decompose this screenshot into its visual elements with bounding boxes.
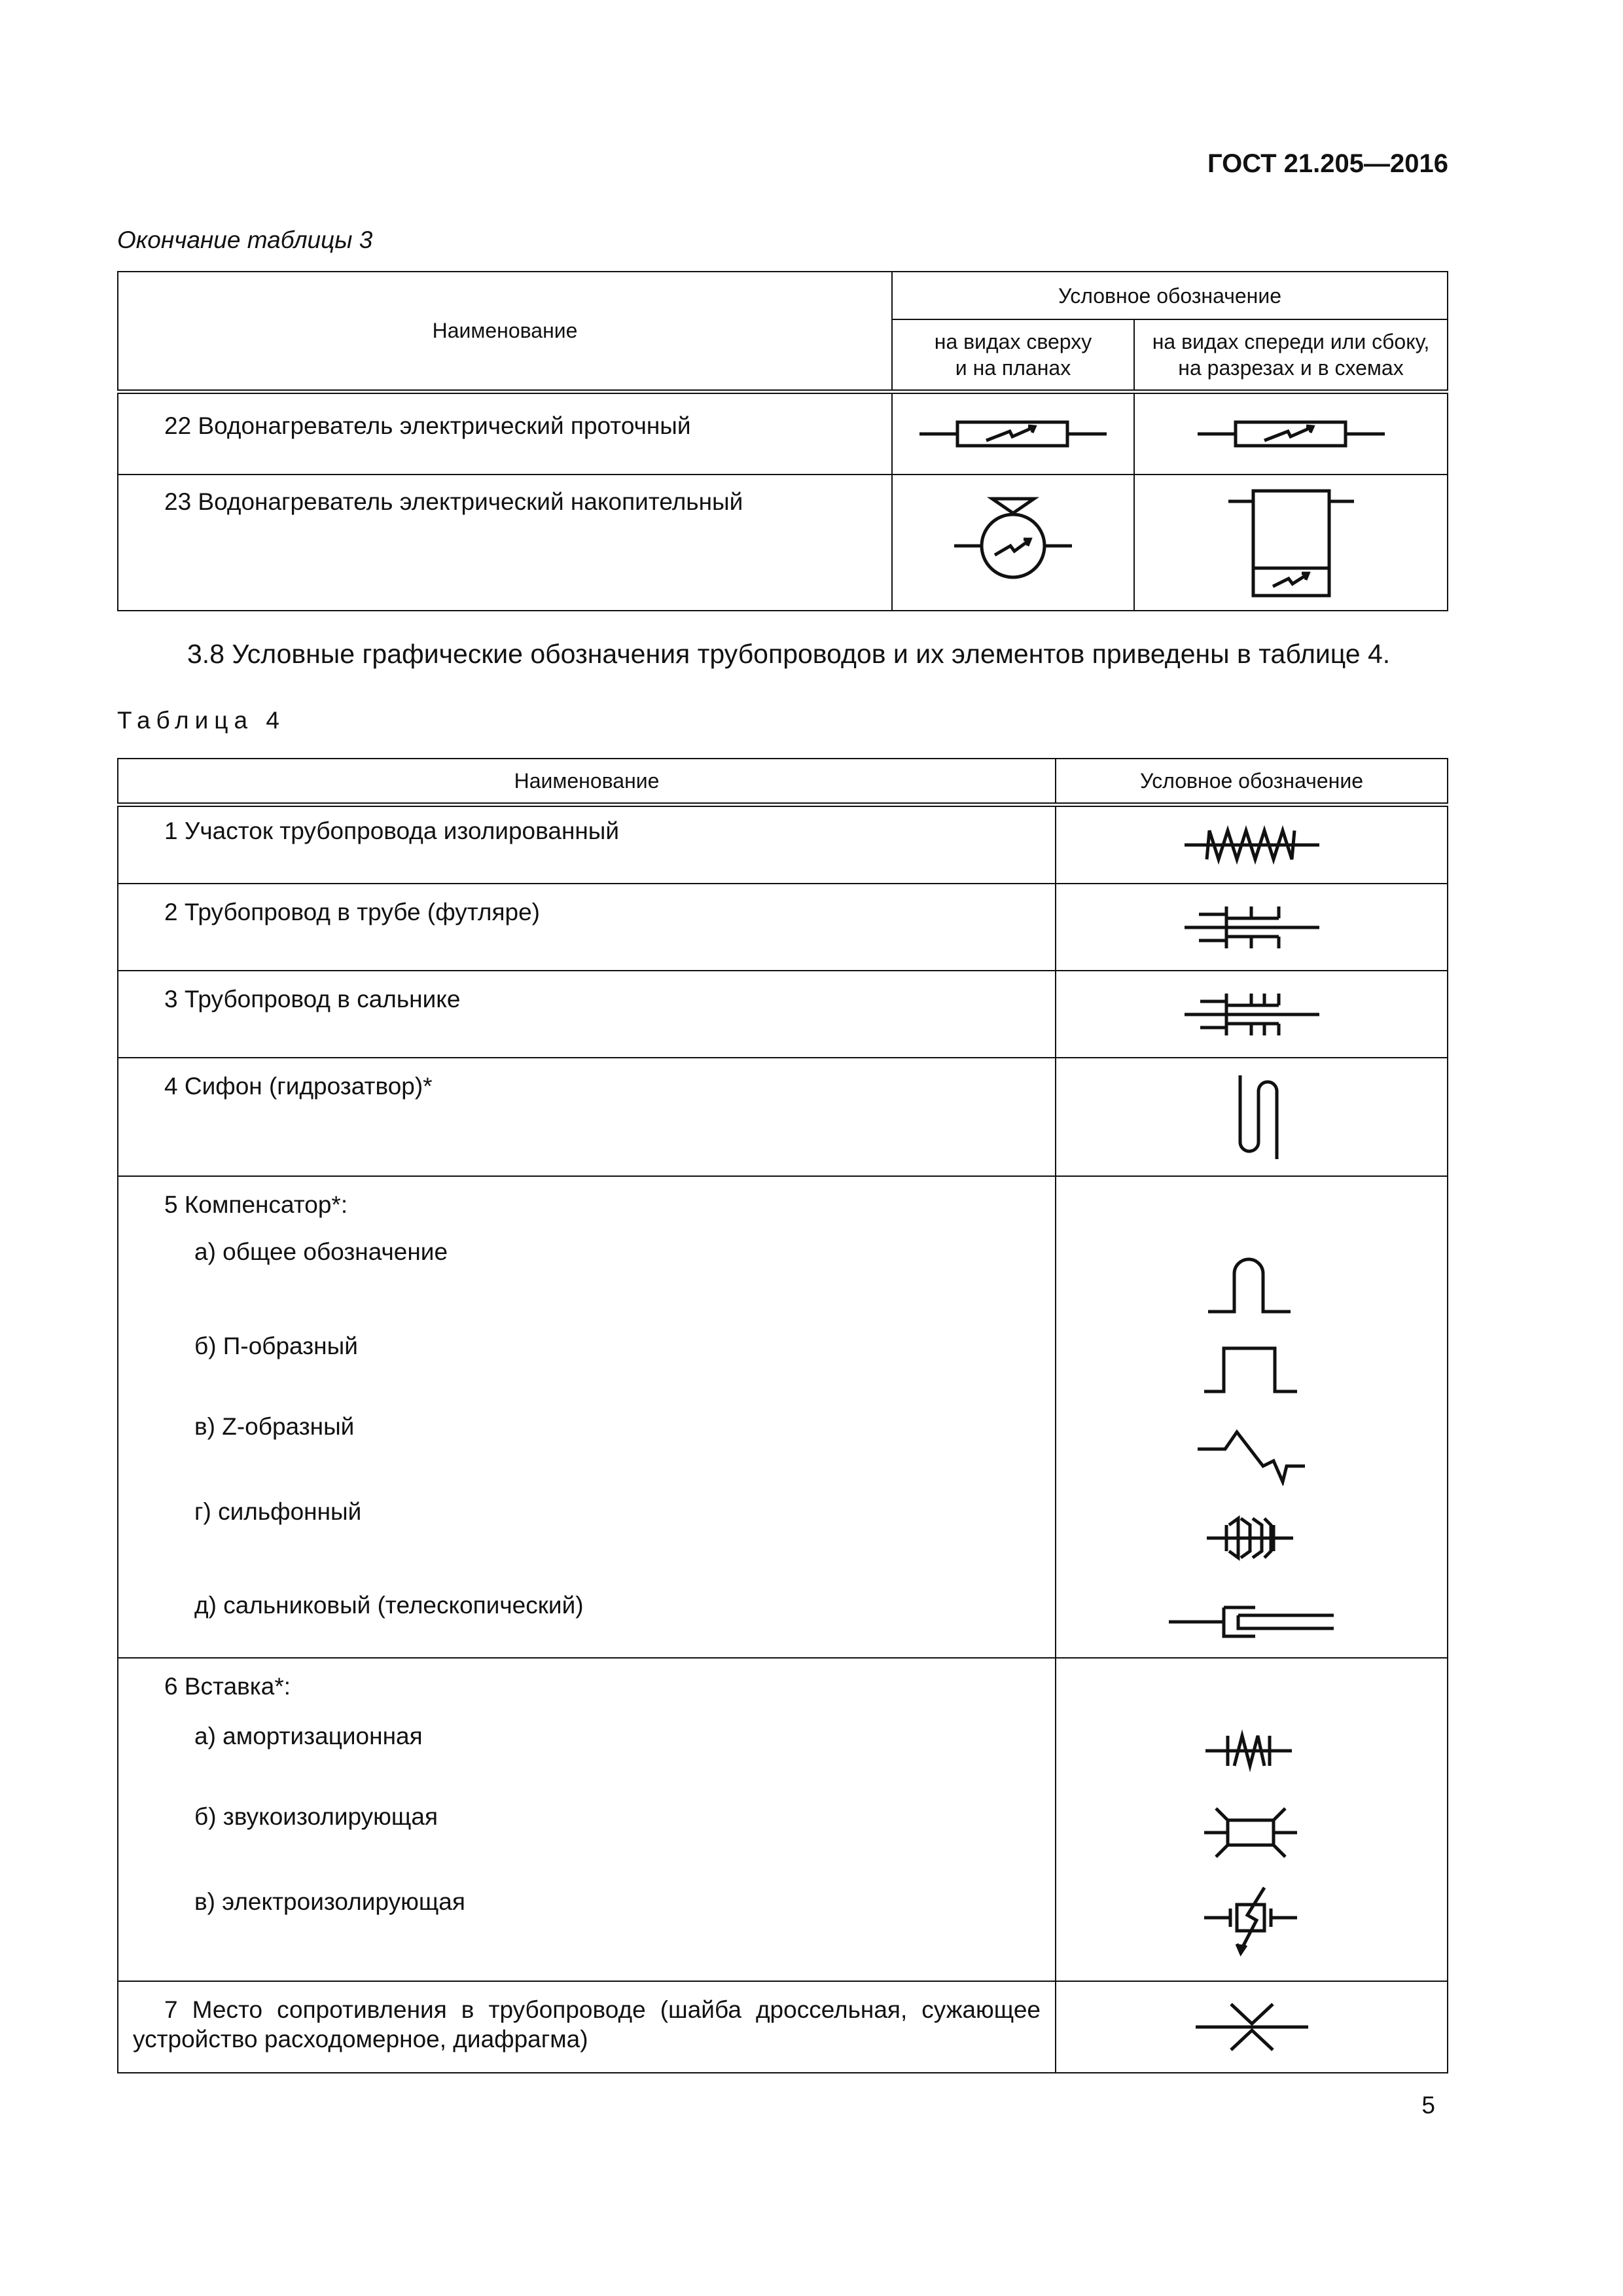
compensator-general-icon (1204, 1250, 1296, 1316)
compensator-u-icon (1202, 1343, 1300, 1395)
storage-heater-front-icon (1134, 475, 1448, 611)
row-5e-label: д) сальниковый (телескопический) (194, 1592, 584, 1619)
row-3-label: 3 Трубопровод в сальнике (164, 986, 461, 1013)
insert-damping-icon (1203, 1728, 1294, 1774)
table3-continuation-title: Окончание таблицы 3 (117, 226, 373, 253)
row-5c-label: в) Z-образный (194, 1413, 355, 1440)
insert-soundproof-icon (1202, 1803, 1300, 1862)
table4-header-symbol: Условное обозначение (1056, 759, 1448, 804)
table-row (118, 1058, 1448, 1176)
table4-row-label (118, 971, 1056, 1058)
table3-row-23-label: 23 Водонагреватель электрический накопительный (164, 488, 743, 515)
row-6c-label: в) электроизолирующая (194, 1888, 465, 1915)
row-5a-label: а) общее обозначение (194, 1238, 448, 1265)
table4-caption: Таблица 4 (117, 707, 285, 734)
compensator-z-icon (1195, 1427, 1306, 1486)
table4-header-name: Наименование (118, 759, 1056, 804)
row-6a-label: а) амортизационная (194, 1723, 423, 1749)
insert-electroinsulating-icon (1202, 1885, 1300, 1957)
row-5d-label: г) сильфонный (194, 1498, 362, 1525)
table-row (118, 804, 1448, 884)
table4-row-label (118, 804, 1056, 884)
pipe-in-sleeve-icon (1056, 884, 1448, 971)
compensator-telescopic-icon (1166, 1602, 1336, 1641)
table3-header-name: Наименование (118, 272, 892, 391)
storage-heater-top-icon (892, 475, 1134, 611)
table3-header-front-view: на видах спереди или сбоку, на разрезах и в схемах (1134, 319, 1448, 391)
table3-row-label (118, 475, 892, 611)
document-id: ГОСТ 21.205—2016 (1207, 149, 1448, 178)
table4-row-label (118, 1058, 1056, 1176)
row-6-label: 6 Вставка*: (164, 1673, 291, 1700)
flow-heater-icon (1134, 391, 1448, 475)
compensator-symbols-cell (1056, 1176, 1448, 1658)
section-paragraph: 3.8 Условные графические обозначения трубопроводов и их элементов приведены в таблице 4. (187, 639, 1391, 669)
row-2-label: 2 Трубопровод в трубе (футляре) (164, 899, 540, 925)
table3 (117, 271, 1448, 611)
table4-row-label (118, 1981, 1056, 2073)
page-number: 5 (1421, 2092, 1435, 2119)
insulated-pipe-icon (1056, 804, 1448, 884)
flow-restriction-icon (1056, 1981, 1448, 2073)
row-7-label: 7 Место сопротивления в трубопроводе (шайба дроссельная, сужающее устройство расходомерное, диафрагма) (133, 1996, 1041, 2053)
table-row (118, 971, 1448, 1058)
flow-heater-icon (892, 391, 1134, 475)
table3-row-label (118, 391, 892, 475)
table3-header-symbol: Условное обозначение (892, 272, 1448, 319)
pipe-in-gland-icon (1056, 971, 1448, 1058)
table-row (118, 1981, 1448, 2073)
row-5b-label: б) П-образный (194, 1333, 358, 1359)
compensator-bellows-icon (1204, 1512, 1296, 1564)
table3-row (118, 475, 1448, 611)
row-5-label: 5 Компенсатор*: (164, 1191, 348, 1218)
row-4-label: 4 Сифон (гидрозатвор)* (164, 1073, 433, 1100)
row-1-label: 1 Участок трубопровода изолированный (164, 817, 620, 844)
table3-header-top-view: на видах сверху и на планах (892, 319, 1134, 391)
table-row (118, 884, 1448, 971)
siphon-icon (1056, 1058, 1448, 1176)
table3-row-22-label: 22 Водонагреватель электрический проточный (164, 412, 691, 439)
table3-row (118, 391, 1448, 475)
table4-row-label (118, 884, 1056, 971)
row-6b-label: б) звукоизолирующая (194, 1803, 438, 1830)
